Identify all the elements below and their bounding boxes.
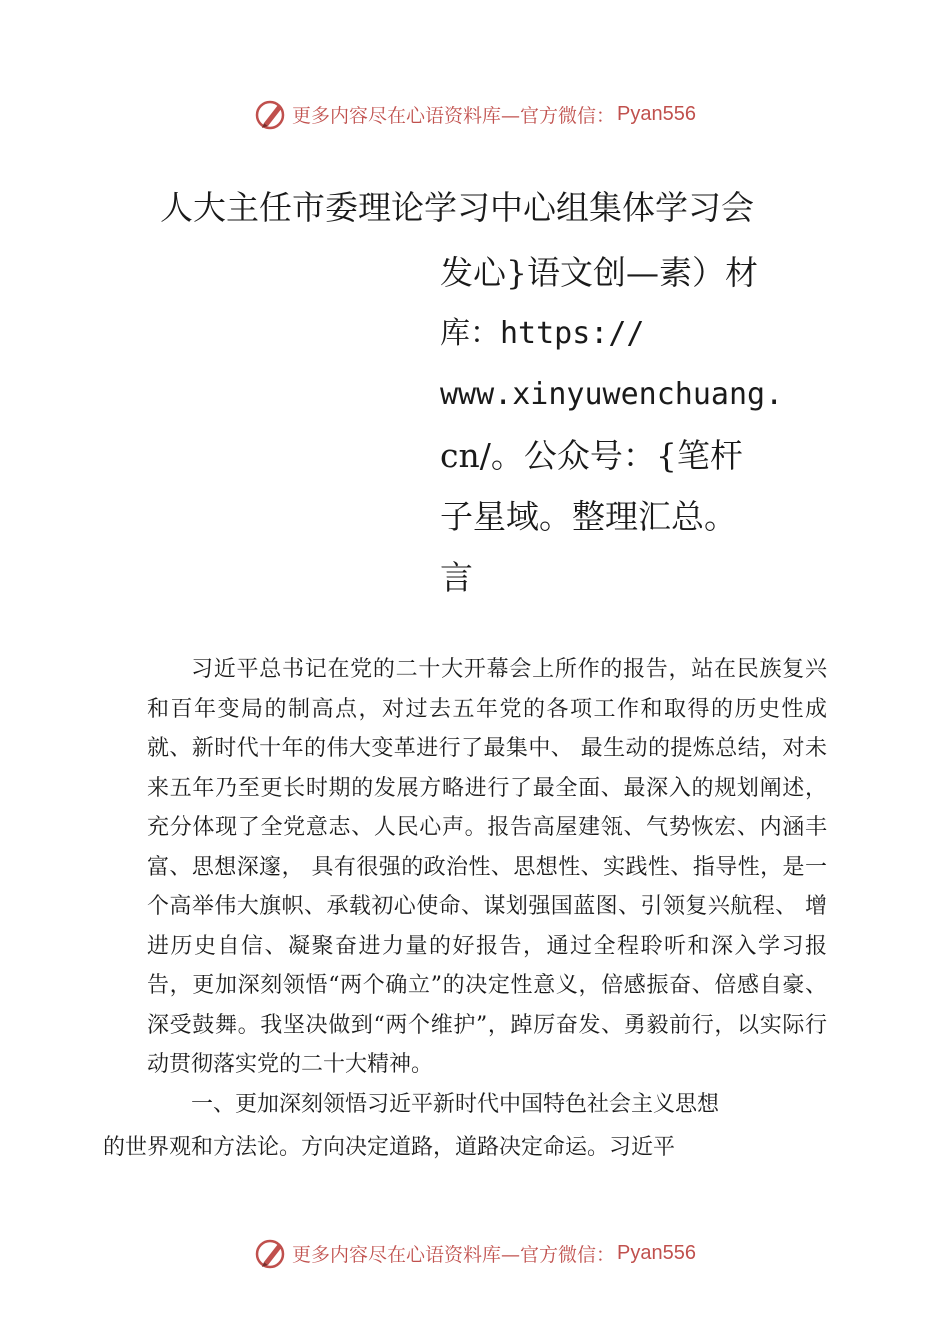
section-1-text: 的世界观和方法论。方向决定道路，道路决定命运。习近平	[103, 1135, 676, 1160]
footer-banner-wechat-id: Pyan556	[617, 1241, 696, 1264]
title-line-5: cn/。公众号：{笔杆	[440, 436, 743, 475]
title-line-2: 发心}语文创—素）材	[440, 253, 758, 292]
header-banner	[0, 94, 950, 134]
title-line-3: 库：https://	[440, 316, 645, 351]
title-line-6: 子星域。整理汇总。	[440, 497, 737, 536]
banner-text: 更多内容尽在心语资料库—官方微信：	[292, 104, 616, 127]
document-body	[103, 650, 827, 1168]
paragraph-intro: 习近平总书记在党的二十大开幕会上所作的报告，站在民族复兴和百年变局的制高点，对过去五年党的各项工作和取得的历史性成就、新时代十年的伟大变革进行了最集中、 最生动的提炼总结，对未来五年乃至更长时期的发展方略进行了最全面、最深入的规划阐述，充分体现了全党意志、人民心声。报告高屋建瓴、气势恢宏、内涵丰富、思想深邃， 具有很强的政治性、思想性、实践性、指导性，是一个高举伟大旗帜、承载初心使命、谋划强国蓝图、引领复兴航程、 增进历史自信、凝聚奋进力量的好报告，通过全程聆听和深入学习报告，更加深刻领悟“两个确立”的决定性意义，倍感振奋、倍感自豪、深受鼓舞。我坚决做到“两个维护”，踔厉奋发、勇毅前行，以实际行动贯彻落实党的二十大精神。	[147, 657, 827, 1077]
footer-banner	[0, 1233, 950, 1273]
document-title: 人大主任市委理论学习中心组集体学习会	[160, 188, 754, 227]
pen-logo-icon	[254, 1236, 288, 1270]
pen-logo-icon	[254, 97, 288, 131]
banner-wechat-id: Pyan556	[617, 102, 696, 125]
paragraph-section-1	[103, 1085, 827, 1168]
footer-banner-text: 更多内容尽在心语资料库—官方微信：	[292, 1243, 616, 1266]
title-line-7: 言	[440, 558, 473, 597]
title-line-4: www.xinyuwenchuang.	[440, 377, 784, 412]
section-1-heading: 一、更加深刻领悟习近平新时代中国特色社会主义思想	[191, 1091, 720, 1117]
title-continuation	[440, 242, 784, 608]
